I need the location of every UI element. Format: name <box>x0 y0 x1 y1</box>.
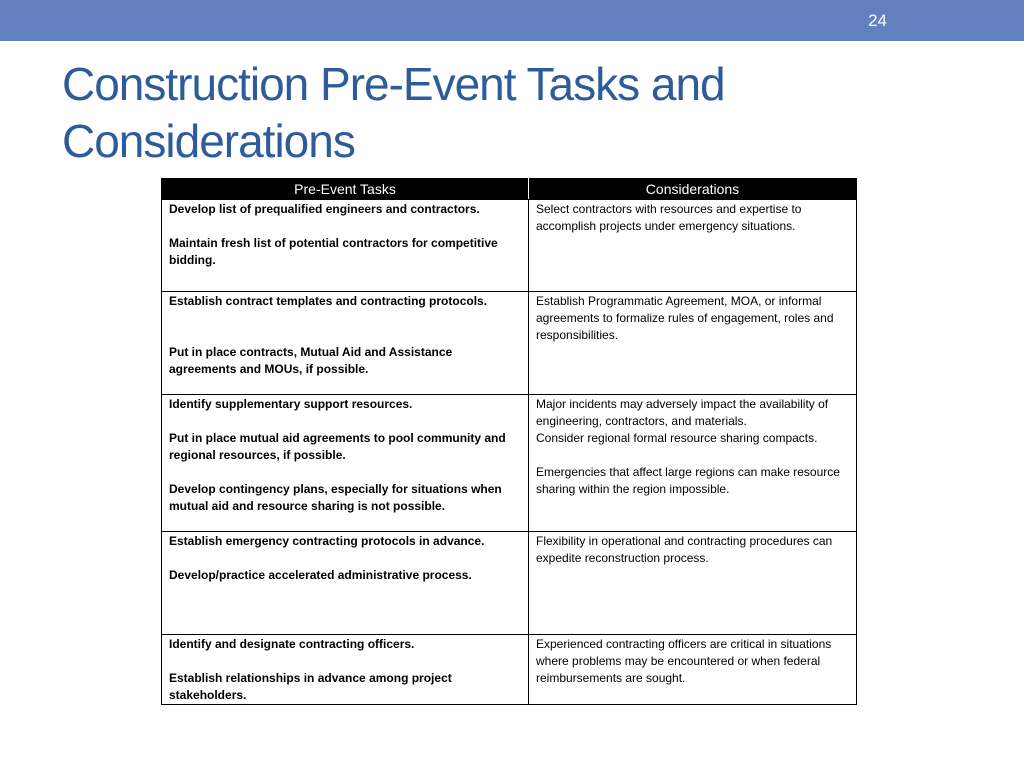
consideration-text: Flexibility in operational and contracting procedures can expedite reconstruction process. <box>536 534 833 565</box>
consideration-text: Consider regional formal resource sharing compacts. <box>536 431 818 445</box>
slide-title: Construction Pre-Event Tasks and Considerations <box>62 58 725 167</box>
consideration-cell <box>529 292 857 395</box>
consideration-text: Emergencies that affect large regions can make resource sharing within the region impossible. <box>536 465 840 496</box>
consideration-cell <box>529 395 857 532</box>
task-text: Develop list of prequalified engineers and contractors. <box>169 202 480 216</box>
table-row <box>162 395 857 532</box>
tasks-table <box>161 178 857 705</box>
table-row <box>162 200 857 292</box>
table-header-row <box>162 179 857 200</box>
task-text: Put in place mutual aid agreements to pool community and regional resources, if possible. <box>169 431 506 462</box>
task-text: Identify and designate contracting officers. <box>169 637 415 651</box>
table-row <box>162 635 857 705</box>
task-cell <box>162 532 529 635</box>
task-text: Maintain fresh list of potential contractors for competitive bidding. <box>169 236 498 267</box>
slide-header-bar <box>0 0 1024 41</box>
table-row <box>162 292 857 395</box>
consideration-text: Experienced contracting officers are critical in situations where problems may be encountered or when federal reimbursements are sought. <box>536 637 832 685</box>
consideration-text: Establish Programmatic Agreement, MOA, or informal agreements to formalize rules of engagement, roles and responsibilities. <box>536 294 834 342</box>
task-text: Establish emergency contracting protocols in advance. <box>169 534 485 548</box>
task-cell <box>162 200 529 292</box>
consideration-cell <box>529 200 857 292</box>
consideration-cell <box>529 635 857 705</box>
task-text: Develop contingency plans, especially for situations when mutual aid and resource sharing is not possible. <box>169 482 502 513</box>
consideration-text: Select contractors with resources and expertise to accomplish projects under emergency situations. <box>536 202 802 233</box>
task-cell <box>162 292 529 395</box>
column-header-pre-event-tasks: Pre-Event Tasks <box>162 179 529 200</box>
task-cell <box>162 395 529 532</box>
task-cell <box>162 635 529 705</box>
consideration-text: Major incidents may adversely impact the availability of engineering, contractors, and materials. <box>536 397 829 428</box>
table-row <box>162 532 857 635</box>
task-text: Establish relationships in advance among project stakeholders. <box>169 671 452 702</box>
task-text: Put in place contracts, Mutual Aid and Assistance agreements and MOUs, if possible. <box>169 345 453 376</box>
consideration-cell <box>529 532 857 635</box>
task-text: Develop/practice accelerated administrative process. <box>169 568 472 582</box>
task-text: Identify supplementary support resources. <box>169 397 413 411</box>
slide-number: 24 <box>868 11 887 30</box>
task-text: Establish contract templates and contracting protocols. <box>169 294 488 308</box>
column-header-considerations: Considerations <box>529 179 857 200</box>
